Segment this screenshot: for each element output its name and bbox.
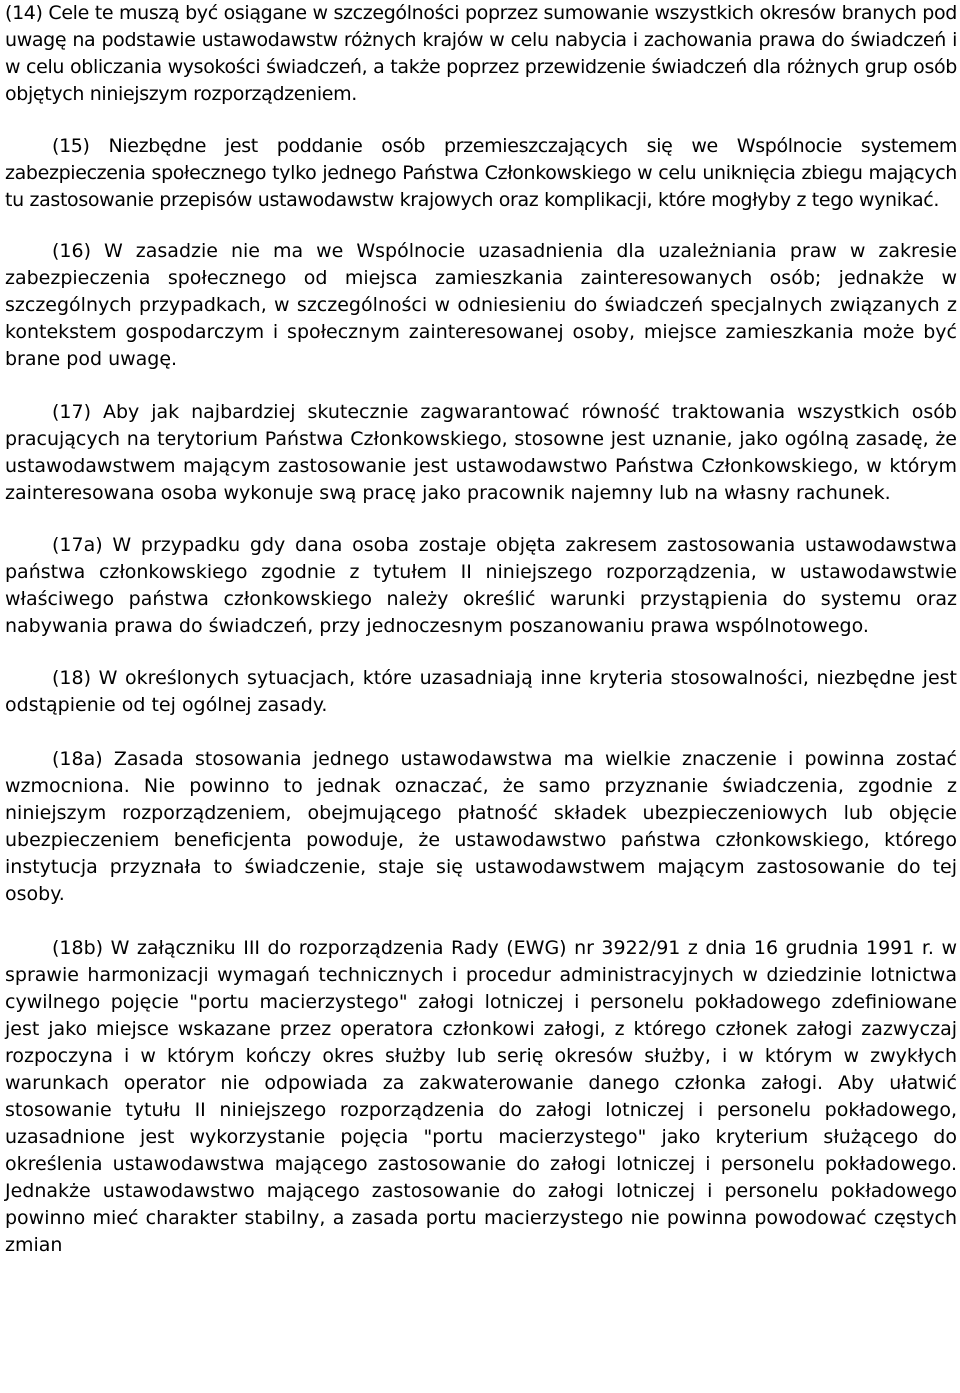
paragraph-17a: (17a) W przypadku gdy dana osoba zostaje objęta zakresem zastosowania ustawodawstwa państwa członkowskiego zgodnie z tytułem II niniejszego rozporządzenia, w ustawodawstwie właściwego państwa członkowskiego należy określić warunki przystąpienia do systemu oraz nabywania prawa do świadczeń, przy jednoczesnym poszanowaniu prawa wspólnotowego. [5, 534, 957, 637]
paragraph-18a: (18a) Zasada stosowania jednego ustawodawstwa ma wielkie znaczenie i powinna zostać wzmocniona. Nie powinno to jednak oznaczać, że samo przyznanie świadczenia, zgodnie z niniejszym rozporządzeniem, obejmującego płatność składek ubezpieczeniowych lub objęcie ubezpieczeniem beneficjenta powoduje, że ustawodawstwo państwa członkowskiego, którego instytucja przyznała to świadczenie, staje się ustawodawstwem mającym zastosowanie do tej osoby. [5, 748, 957, 905]
paragraph-18: (18) W określonych sytuacjach, które uzasadniają inne kryteria stosowalności, niezbędne jest odstąpienie od tej ogólnej zasady. [5, 667, 957, 716]
paragraph-16: (16) W zasadzie nie ma we Wspólnocie uzasadnienia dla uzależniania praw w zakresie zabezpieczenia społecznego od miejsca zamieszkania zainteresowanych osób; jednakże w szczególnych przypadkach, w szczególności w odniesieniu do świadczeń specjalnych związanych z kontekstem gospodarczym i społecznym zainteresowanej osoby, miejsce zamieszkania może być brane pod uwagę. [5, 240, 957, 370]
paragraph-18b: (18b) W załączniku III do rozporządzenia Rady (EWG) nr 3922/91 z dnia 16 grudnia 1991 r. w sprawie harmonizacji wymagań technicznych i procedur administracyjnych w dziedzinie lotnictwa cywilnego pojęcie "portu macierzystego" załogi lotniczej i personelu pokładowego zdefiniowane jest jako miejsce wskazane przez operatora członkowi załogi, z którego członek załogi zazwyczaj rozpoczyna i w którym kończy okres służby lub serię okresów służby, i w którym w zwykłych warunkach operator nie odpowiada za zakwaterowanie danego członka załogi. Aby ułatwić stosowanie tytułu II niniejszego rozporządzenia do załogi lotniczej i personelu pokładowego, uzasadnione jest wykorzystanie pojęcia "portu macierzystego" jako kryterium służącego do określenia ustawodawstwa mającego zastosowanie do załogi lotniczej i personelu pokładowego. Jednakże ustawodawstwo mającego zastosowanie do załogi lotniczej i personelu pokładowego powinno mieć charakter stabilny, a zasada portu macierzystego nie powinna powodować częstych zmian [5, 937, 957, 1256]
paragraph-17: (17) Aby jak najbardziej skutecznie zagwarantować równość traktowania wszystkich osób pracujących na terytorium Państwa Członkowskiego, stosowne jest uznanie, jako ogólną zasadę, że ustawodawstwem mającym zastosowanie jest ustawodawstwo Państwa Członkowskiego, w którym zainteresowana osoba wykonuje swą pracę jako pracownik najemny lub na własny rachunek. [5, 401, 957, 504]
document-page [5, 0, 957, 1259]
paragraph-14: (14) Cele te muszą być osiągane w szczególności poprzez sumowanie wszystkich okresów branych pod uwagę na podstawie ustawodawstw różnych krajów w celu nabycia i zachowania prawa do świadczeń i w celu obliczania wysokości świadczeń, a także poprzez przewidzenie świadczeń dla różnych grup osób objętych niniejszym rozporządzeniem. [5, 2, 957, 105]
paragraph-15: (15) Niezbędne jest poddanie osób przemieszczających się we Wspólnocie systemem zabezpieczenia społecznego tylko jednego Państwa Członkowskiego w celu uniknięcia zbiegu mających tu zastosowanie przepisów ustawodawstw krajowych oraz komplikacji, które mogłyby z tego wynikać. [5, 135, 957, 211]
